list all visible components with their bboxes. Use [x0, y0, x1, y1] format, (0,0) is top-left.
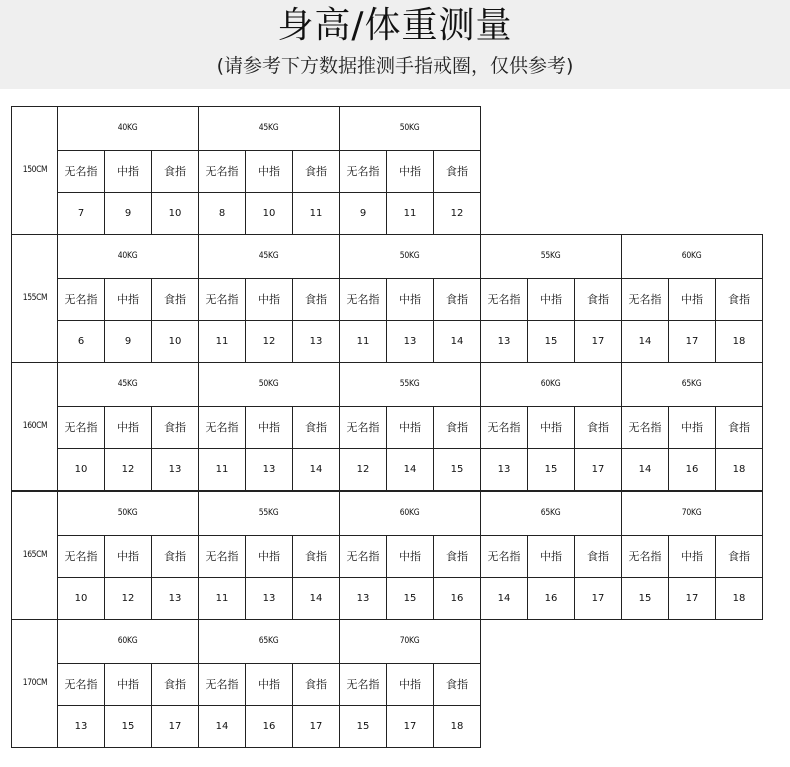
ring-size-value: 13 — [152, 577, 199, 619]
ring-size-value: 16 — [246, 705, 293, 747]
finger-label: 食指 — [293, 406, 340, 448]
ring-size-value: 10 — [246, 192, 293, 234]
weight-label-text: 65KG — [541, 508, 561, 519]
finger-label: 中指 — [669, 278, 716, 320]
finger-label: 无名指 — [199, 535, 246, 577]
weight-header-row — [12, 363, 763, 407]
ring-size-value: 18 — [716, 577, 763, 619]
ring-size-value: 18 — [434, 705, 481, 747]
finger-label: 食指 — [152, 150, 199, 192]
weight-label-text: 50KG — [259, 379, 279, 390]
weight-label — [481, 363, 622, 407]
height-block-table — [11, 106, 481, 235]
ring-size-value: 17 — [575, 320, 622, 362]
finger-label: 食指 — [716, 535, 763, 577]
weight-label — [481, 235, 622, 279]
finger-label: 食指 — [575, 406, 622, 448]
ring-size-value: 6 — [58, 320, 105, 362]
ring-size-value: 17 — [293, 705, 340, 747]
weight-label — [58, 363, 199, 407]
weight-label-text: 50KG — [118, 508, 138, 519]
height-block — [11, 619, 481, 748]
finger-label: 食指 — [434, 150, 481, 192]
finger-label: 无名指 — [340, 150, 387, 192]
weight-label-text: 70KG — [400, 636, 420, 647]
finger-label: 食指 — [575, 535, 622, 577]
ring-size-value: 9 — [340, 192, 387, 234]
ring-size-value: 11 — [199, 320, 246, 362]
weight-header-row — [12, 620, 481, 664]
finger-label: 无名指 — [622, 278, 669, 320]
height-label: 165CM — [15, 492, 54, 620]
ring-size-value: 15 — [528, 320, 575, 362]
finger-label: 中指 — [246, 406, 293, 448]
ring-size-value: 12 — [340, 448, 387, 490]
finger-label: 无名指 — [340, 278, 387, 320]
ring-size-value: 10 — [152, 320, 199, 362]
finger-label: 中指 — [528, 406, 575, 448]
ring-size-value: 13 — [293, 320, 340, 362]
ring-size-value: 16 — [669, 448, 716, 490]
ring-size-value: 14 — [622, 320, 669, 362]
finger-label: 食指 — [434, 278, 481, 320]
finger-row — [12, 278, 763, 320]
weight-label — [199, 235, 340, 279]
weight-header-row — [12, 235, 763, 279]
ring-size-value: 16 — [434, 577, 481, 619]
ring-size-value: 13 — [387, 320, 434, 362]
finger-label: 中指 — [105, 406, 152, 448]
finger-label: 中指 — [105, 278, 152, 320]
finger-row — [12, 150, 481, 192]
height-label: 170CM — [15, 620, 54, 748]
weight-label-text: 45KG — [259, 251, 279, 262]
page-title: 身高/体重测量 — [277, 5, 513, 46]
ring-size-value: 13 — [58, 705, 105, 747]
weight-label — [340, 363, 481, 407]
weight-header-row — [12, 107, 481, 151]
size-row — [12, 320, 763, 362]
ring-size-value: 14 — [622, 448, 669, 490]
size-row — [12, 448, 763, 490]
ring-size-value: 8 — [199, 192, 246, 234]
height-block-table — [11, 362, 763, 491]
height-block-table — [11, 234, 763, 363]
finger-label: 中指 — [669, 406, 716, 448]
ring-size-value: 11 — [340, 320, 387, 362]
ring-size-value: 15 — [105, 705, 152, 747]
finger-label: 无名指 — [481, 535, 528, 577]
ring-size-value: 17 — [669, 577, 716, 619]
finger-label: 无名指 — [58, 150, 105, 192]
ring-size-value: 7 — [58, 192, 105, 234]
ring-size-value: 9 — [105, 320, 152, 362]
weight-label-text: 60KG — [118, 636, 138, 647]
weight-label — [199, 492, 340, 536]
weight-label-text: 60KG — [682, 251, 702, 262]
finger-label: 食指 — [293, 535, 340, 577]
finger-label: 食指 — [152, 663, 199, 705]
size-row — [12, 192, 481, 234]
weight-label — [199, 620, 340, 664]
ring-size-value: 13 — [340, 577, 387, 619]
weight-label — [481, 492, 622, 536]
finger-label: 食指 — [434, 406, 481, 448]
finger-label: 中指 — [246, 278, 293, 320]
weight-label — [58, 492, 199, 536]
finger-label: 食指 — [293, 278, 340, 320]
finger-label: 无名指 — [58, 535, 105, 577]
weight-label — [622, 363, 763, 407]
weight-label — [622, 235, 763, 279]
finger-label: 无名指 — [199, 278, 246, 320]
ring-size-value: 10 — [58, 448, 105, 490]
finger-label: 食指 — [716, 278, 763, 320]
weight-label-text: 55KG — [541, 251, 561, 262]
weight-label-text: 40KG — [118, 123, 138, 134]
finger-label: 无名指 — [58, 663, 105, 705]
finger-label: 无名指 — [481, 278, 528, 320]
size-row — [12, 705, 481, 747]
height-label: 155CM — [15, 235, 54, 363]
height-block — [11, 362, 763, 491]
finger-label: 食指 — [152, 406, 199, 448]
ring-size-value: 18 — [716, 320, 763, 362]
finger-label: 中指 — [387, 663, 434, 705]
ring-size-value: 17 — [575, 577, 622, 619]
weight-header-row — [12, 492, 763, 536]
height-block-table — [11, 491, 763, 620]
height-block — [11, 491, 763, 620]
finger-label: 中指 — [105, 150, 152, 192]
ring-size-value: 15 — [622, 577, 669, 619]
weight-label — [199, 363, 340, 407]
ring-size-value: 17 — [575, 448, 622, 490]
height-label: 160CM — [15, 363, 54, 491]
ring-size-value: 13 — [246, 448, 293, 490]
ring-size-value: 14 — [199, 705, 246, 747]
ring-size-value: 15 — [387, 577, 434, 619]
weight-label — [199, 107, 340, 151]
ring-size-value: 13 — [481, 448, 528, 490]
weight-label-text: 50KG — [400, 123, 420, 134]
finger-label: 无名指 — [622, 535, 669, 577]
ring-size-value: 11 — [199, 448, 246, 490]
finger-label: 中指 — [528, 278, 575, 320]
ring-size-value: 12 — [246, 320, 293, 362]
finger-label: 中指 — [387, 406, 434, 448]
ring-size-value: 17 — [387, 705, 434, 747]
finger-label: 无名指 — [340, 663, 387, 705]
height-label: 150CM — [15, 107, 54, 235]
weight-label — [340, 620, 481, 664]
weight-label-text: 55KG — [400, 379, 420, 390]
ring-size-value: 11 — [199, 577, 246, 619]
ring-size-value: 15 — [340, 705, 387, 747]
ring-size-value: 12 — [105, 577, 152, 619]
height-block — [11, 106, 481, 235]
finger-label: 无名指 — [481, 406, 528, 448]
finger-label: 食指 — [575, 278, 622, 320]
ring-size-value: 13 — [152, 448, 199, 490]
finger-label: 无名指 — [58, 278, 105, 320]
weight-label-text: 65KG — [259, 636, 279, 647]
weight-label-text: 60KG — [400, 508, 420, 519]
size-row — [12, 577, 763, 619]
finger-label: 无名指 — [199, 663, 246, 705]
weight-label-text: 45KG — [259, 123, 279, 134]
ring-size-value: 18 — [716, 448, 763, 490]
page-subtitle: (请参考下方数据推测手指戒圈，仅供参考) — [216, 55, 574, 77]
weight-label — [58, 620, 199, 664]
ring-size-value: 15 — [434, 448, 481, 490]
weight-label-text: 55KG — [259, 508, 279, 519]
weight-label — [340, 107, 481, 151]
weight-label-text: 70KG — [682, 508, 702, 519]
ring-size-value: 14 — [434, 320, 481, 362]
ring-size-value: 16 — [528, 577, 575, 619]
finger-label: 中指 — [387, 150, 434, 192]
finger-row — [12, 663, 481, 705]
ring-size-value: 15 — [528, 448, 575, 490]
weight-label-text: 65KG — [682, 379, 702, 390]
ring-size-value: 10 — [58, 577, 105, 619]
weight-label-text: 50KG — [400, 251, 420, 262]
ring-size-value: 13 — [246, 577, 293, 619]
finger-label: 无名指 — [58, 406, 105, 448]
finger-label: 中指 — [387, 278, 434, 320]
finger-row — [12, 406, 763, 448]
weight-label — [622, 492, 763, 536]
weight-label — [340, 235, 481, 279]
ring-size-value: 14 — [387, 448, 434, 490]
finger-label: 无名指 — [340, 535, 387, 577]
weight-label — [58, 107, 199, 151]
finger-label: 食指 — [716, 406, 763, 448]
finger-label: 中指 — [246, 535, 293, 577]
ring-size-value: 10 — [152, 192, 199, 234]
ring-size-value: 11 — [387, 192, 434, 234]
finger-row — [12, 535, 763, 577]
height-block — [11, 234, 763, 363]
finger-label: 无名指 — [622, 406, 669, 448]
finger-label: 中指 — [387, 535, 434, 577]
finger-label: 食指 — [293, 150, 340, 192]
finger-label: 中指 — [669, 535, 716, 577]
ring-size-value: 14 — [293, 577, 340, 619]
finger-label: 食指 — [434, 663, 481, 705]
weight-label — [58, 235, 199, 279]
finger-label: 食指 — [434, 535, 481, 577]
finger-label: 无名指 — [340, 406, 387, 448]
finger-label: 中指 — [105, 535, 152, 577]
finger-label: 无名指 — [199, 406, 246, 448]
ring-size-value: 14 — [481, 577, 528, 619]
finger-label: 中指 — [528, 535, 575, 577]
weight-label-text: 40KG — [118, 251, 138, 262]
finger-label: 中指 — [246, 150, 293, 192]
finger-label: 食指 — [152, 535, 199, 577]
ring-size-value: 17 — [152, 705, 199, 747]
height-block-table — [11, 619, 481, 748]
finger-label: 无名指 — [199, 150, 246, 192]
ring-size-value: 12 — [105, 448, 152, 490]
ring-size-value: 13 — [481, 320, 528, 362]
weight-label-text: 45KG — [118, 379, 138, 390]
ring-size-value: 12 — [434, 192, 481, 234]
ring-size-value: 17 — [669, 320, 716, 362]
ring-size-value: 9 — [105, 192, 152, 234]
ring-size-value: 14 — [293, 448, 340, 490]
weight-label — [340, 492, 481, 536]
ring-size-value: 11 — [293, 192, 340, 234]
finger-label: 食指 — [152, 278, 199, 320]
weight-label-text: 60KG — [541, 379, 561, 390]
finger-label: 中指 — [105, 663, 152, 705]
finger-label: 食指 — [293, 663, 340, 705]
finger-label: 中指 — [246, 663, 293, 705]
